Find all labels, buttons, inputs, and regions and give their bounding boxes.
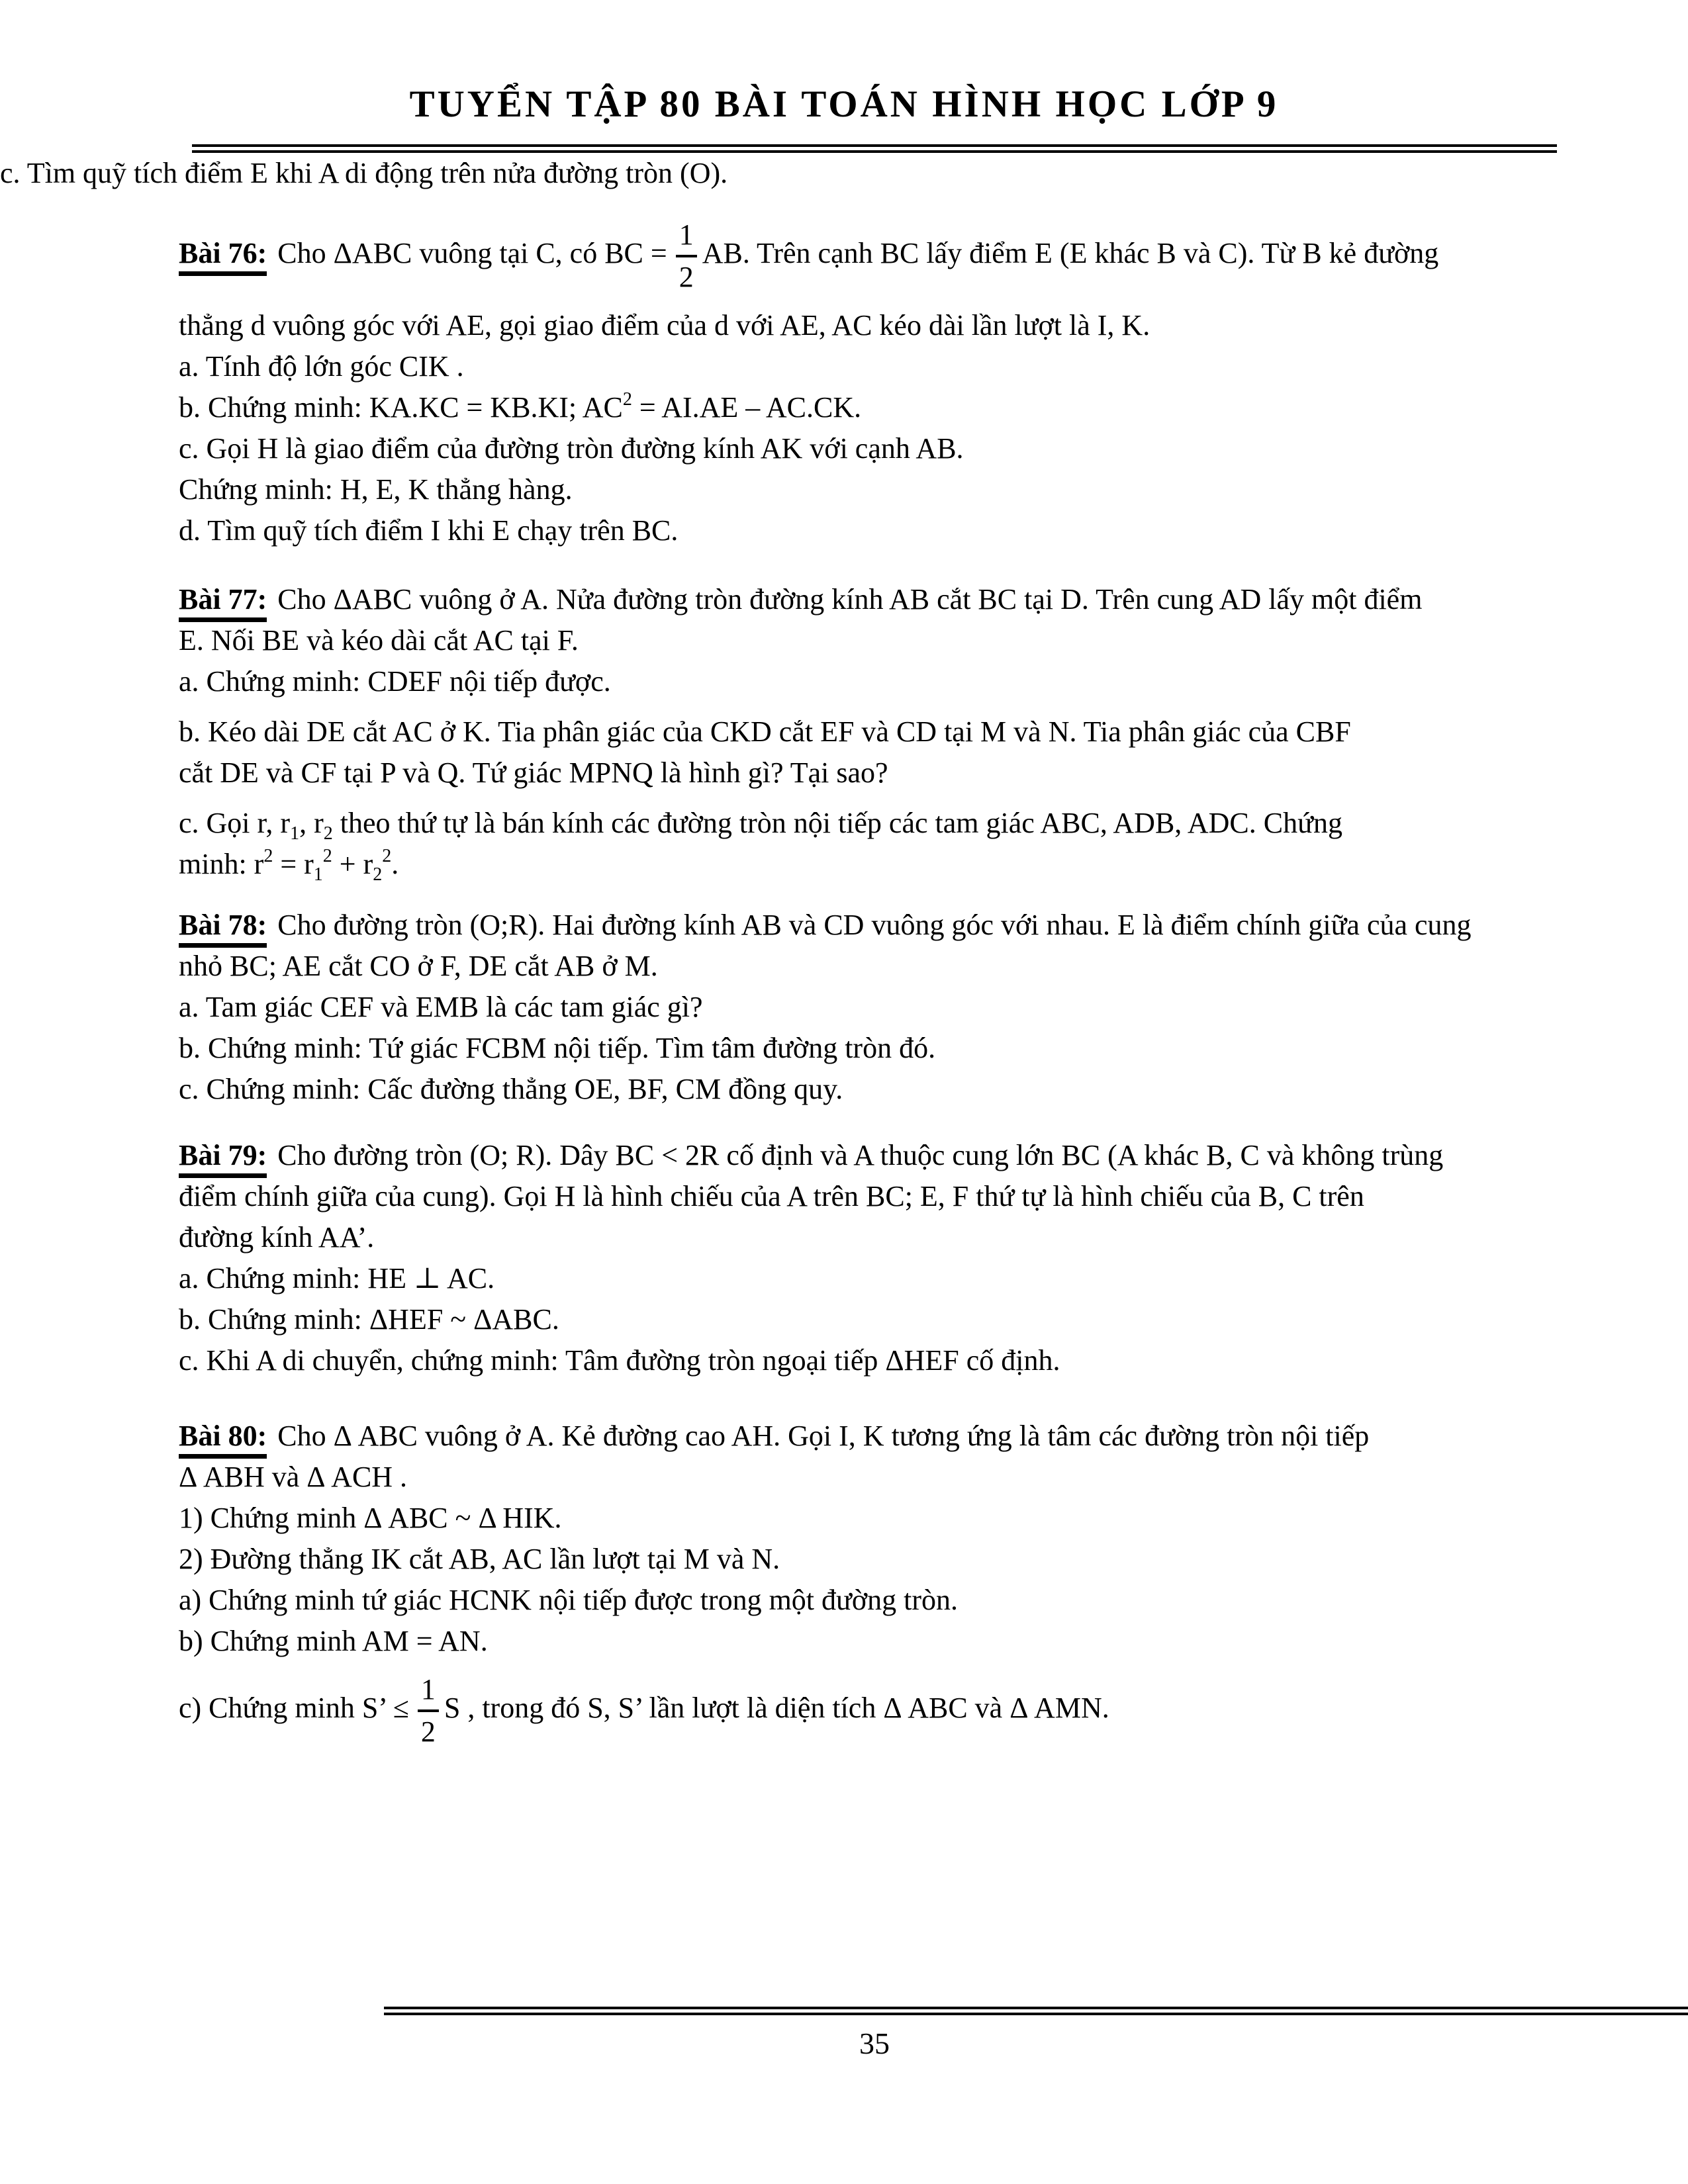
problem-76-statement-line2: thẳng d vuông góc với AE, gọi giao điểm của d với AE, AC kéo dài lần lượt là I, K. (179, 309, 1150, 341)
problem-77-item-b: b. Kéo dài DE cắt AC ở K. Tia phân giác của CKD cắt EF và CD tại M và N. Tia phân giác của CBF (179, 715, 1351, 748)
problem-78-item-a: a. Tam giác CEF và EMB là các tam giác gì? (179, 991, 703, 1023)
superscript: 2 (622, 389, 632, 410)
problem-80-item-1: 1) Chứng minh Δ ABC ~ Δ HIK. (179, 1502, 562, 1534)
problem-78-label: Bài 78: (179, 909, 267, 948)
problem-76-item-b: b. Chứng minh: KA.KC = KB.KI; $AC^2 = AI.AE - AC.CK$. (179, 389, 862, 424)
subscript: 2 (373, 864, 383, 885)
problem-80-label: Bài 80: (179, 1420, 267, 1459)
rule-line (384, 2013, 1688, 2015)
fraction-denominator: 2 (679, 261, 694, 293)
superscript: 2 (382, 846, 392, 866)
problem-76-item-c-line2: Chứng minh: H, E, K thẳng hàng. (179, 473, 573, 506)
problem-77-statement-line2: E. Nối BE và kéo dài cắt AC tại F. (179, 624, 579, 657)
problem-77-statement: Cho ΔABC vuông ở A. Nửa đường tròn đường kính AB cắt BC tại D. Trên cung AD lấy một điểm (277, 583, 1423, 615)
subscript: 2 (323, 823, 333, 844)
problem-79 (0, 1135, 1688, 1381)
problem-80-statement-line2: Δ ABH và Δ ACH . (179, 1461, 408, 1493)
problem-80-item-2a: a) Chứng minh tứ giác HCNK nội tiếp được trong một đường tròn. (179, 1584, 959, 1616)
fraction (418, 1662, 439, 1760)
problem-77-label: Bài 77: (179, 583, 267, 622)
fraction-numerator: 1 (420, 1673, 436, 1706)
page-title: TUYỂN TẬP 80 BÀI TOÁN HÌNH HỌC LỚP 9 (409, 83, 1279, 125)
superscript: 2 (322, 846, 332, 866)
problem-77 (0, 579, 1688, 885)
problem-80 (0, 1416, 1688, 1760)
problem-77-item-a: a. Chứng minh: CDEF nội tiếp được. (179, 665, 611, 698)
problem-80-item-2: 2) Đường thẳng IK cắt AB, AC lần lượt tại M và N. (179, 1543, 780, 1575)
fraction-numerator: 1 (679, 218, 694, 251)
problem-79-item-c: c. Khi A di chuyển, chứng minh: Tâm đường tròn ngoại tiếp ΔHEF cố định. (179, 1344, 1060, 1377)
problem-78-statement-line2: nhỏ BC; AE cắt CO ở F, DE cắt AB ở M. (179, 950, 658, 982)
fraction (676, 207, 697, 305)
problem-79-item-b: b. Chứng minh: ΔHEF ~ ΔABC. (179, 1303, 559, 1336)
problem-79-item-a: a. Chứng minh: HE ⊥ AC. (179, 1262, 495, 1295)
problem-77-item-b-line2: cắt DE và CF tại P và Q. Tứ giác MPNQ là hình gì? Tại sao? (179, 756, 888, 789)
carryover-item-c: c. Tìm quỹ tích điểm E khi A di động trên nửa đường tròn (O). (0, 157, 728, 189)
problem-78 (0, 905, 1688, 1110)
problem-77-item-c: c. Gọi r, $r_1$, $r_2$ theo thứ tự là bán kính các đường tròn nội tiếp các tam giác ABC, ADB, ADC. Chứng (179, 807, 1342, 844)
problem-80-statement: Cho Δ ABC vuông ở A. Kẻ đường cao AH. Gọi I, K tương ứng là tâm các đường tròn nội tiếp (277, 1420, 1370, 1452)
problem-80-item-2c: c) Chứng minh S’ ≤ $\frac{1}{2}$ S , trong đó S, S’ lần lượt là diện tích Δ ABC và Δ AMN. (179, 1662, 1688, 1760)
subscript: 1 (313, 864, 323, 885)
footer-double-rule (384, 2007, 1688, 2015)
header-double-rule (192, 144, 1557, 153)
problem-79-label: Bài 79: (179, 1139, 267, 1178)
problem-76-head (179, 207, 1688, 305)
fraction-denominator: 2 (420, 1715, 436, 1748)
problem-79-statement-line3: đường kính AA’. (179, 1221, 375, 1253)
problem-78-head (179, 905, 1688, 946)
page-footer (192, 2007, 1557, 2061)
problem-76-item-c: c. Gọi H là giao điểm của đường tròn đường kính AK với cạnh AB. (179, 432, 964, 465)
problem-80-head (179, 1416, 1688, 1457)
problem-80-item-2b: b) Chứng minh AM = AN. (179, 1625, 488, 1657)
subscript: 1 (290, 823, 300, 844)
problem-78-item-c: c. Chứng minh: Cấc đường thẳng OE, BF, CM đồng quy. (179, 1073, 843, 1105)
problem-78-statement: Cho đường tròn (O;R). Hai đường kính AB và CD vuông góc với nhau. E là điểm chính giữa của cung (277, 909, 1472, 941)
problem-76 (0, 207, 1688, 551)
problem-76-item-d: d. Tìm quỹ tích điểm I khi E chạy trên BC. (179, 514, 679, 547)
problem-79-statement: Cho đường tròn (O; R). Dây BC < 2R cố định và A thuộc cung lớn BC (A khác B, C và không trùng (277, 1139, 1444, 1171)
problem-78-item-b: b. Chứng minh: Tứ giác FCBM nội tiếp. Tìm tâm đường tròn đó. (179, 1032, 936, 1064)
problem-79-head (179, 1135, 1688, 1176)
problem-77-item-c-line2: minh: $r^2 = r_1^2 + r_2^2$. (179, 846, 399, 885)
page-number: 35 (859, 2026, 890, 2060)
problem-77-head (179, 579, 1688, 620)
fraction-bar (676, 255, 697, 257)
problem-76-statement: Cho ΔABC vuông tại C, có BC = $\frac{1}{2}$ AB. Trên cạnh BC lấy điểm E (E khác B và C). Từ B kẻ đường (277, 237, 1438, 269)
superscript: 2 (263, 846, 273, 866)
problem-76-label: Bài 76: (179, 237, 267, 276)
fraction-bar (418, 1709, 439, 1712)
document-body (0, 153, 1688, 1760)
problem-76-item-a: a. Tính độ lớn góc CIK . (179, 350, 464, 383)
problem-79-statement-line2: điểm chính giữa của cung). Gọi H là hình chiếu của A trên BC; E, F thứ tự là hình chiếu của B, C trên (179, 1180, 1364, 1212)
